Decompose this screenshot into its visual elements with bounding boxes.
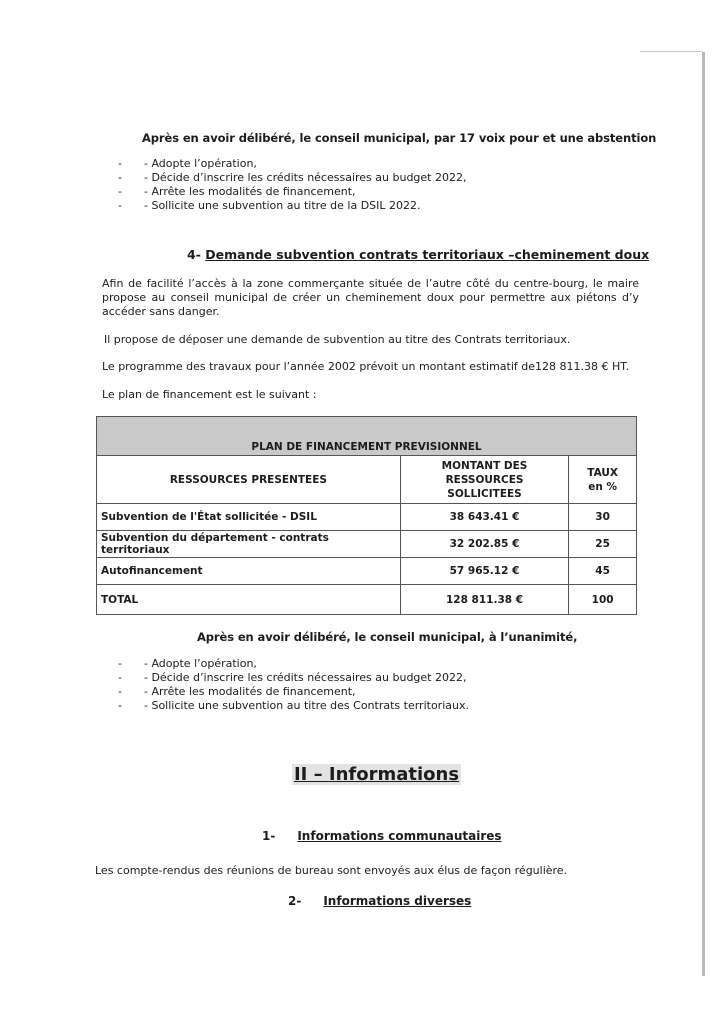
list-item: - - Décide d’inscrire les crédits nécessaires au budget 2022, — [118, 171, 467, 184]
row-label: Autofinancement — [97, 558, 401, 585]
deliberation-list-2 — [118, 657, 469, 713]
deliberation-vote-2: Après en avoir délibéré, le conseil municipal, à l’unanimité, — [197, 630, 578, 644]
row-amount: 57 965.12 € — [400, 558, 568, 585]
list-item: - - Sollicite une subvention au titre de la DSIL 2022. — [118, 199, 421, 212]
table-row-total — [97, 585, 637, 615]
list-item: - - Décide d’inscrire les crédits nécessaires au budget 2022, — [118, 671, 467, 684]
list-item: - - Adopte l’opération, — [118, 657, 257, 670]
list-item: - - Adopte l’opération, — [118, 157, 257, 170]
deliberation-list-1 — [118, 157, 466, 213]
section-4-paragraph-3: Le programme des travaux pour l’année 2002 prévoit un montant estimatif de128 811.38 € HT. — [102, 360, 630, 373]
list-item: - - Sollicite une subvention au titre des Contrats territoriaux. — [118, 699, 469, 712]
informations-heading: II – Informations — [293, 764, 460, 785]
column-header-resources: RESSOURCES PRESENTEES — [97, 456, 401, 504]
row-label: Subvention du département - contrats territoriaux — [97, 531, 401, 558]
section-4-heading — [187, 247, 649, 262]
row-amount: 32 202.85 € — [400, 531, 568, 558]
subsection-2-heading: 2- Informations diverses — [288, 894, 472, 908]
row-label: TOTAL — [97, 585, 401, 615]
section-4-title: Demande subvention contrats territoriaux –cheminement doux — [205, 247, 650, 262]
table-row — [97, 504, 637, 531]
list-item: - - Arrête les modalités de financement, — [118, 185, 356, 198]
row-rate: 30 — [569, 504, 637, 531]
row-amount: 128 811.38 € — [400, 585, 568, 615]
financing-table — [96, 416, 637, 615]
section-4-number: 4- — [187, 247, 201, 262]
subsection-1-text: Les compte-rendus des réunions de bureau sont envoyés aux élus de façon régulière. — [95, 864, 568, 877]
list-item: - - Arrête les modalités de financement, — [118, 685, 356, 698]
deliberation-vote-1: Après en avoir délibéré, le conseil municipal, par 17 voix pour et une abstention — [142, 131, 657, 145]
subsection-1-heading: 1- Informations communautaires — [262, 829, 502, 843]
row-amount: 38 643.41 € — [400, 504, 568, 531]
row-rate: 25 — [569, 531, 637, 558]
section-4-paragraph-2: Il propose de déposer une demande de subvention au titre des Contrats territoriaux. — [104, 333, 571, 346]
table-row — [97, 531, 637, 558]
row-label: Subvention de l'État sollicitée - DSIL — [97, 504, 401, 531]
row-rate: 45 — [569, 558, 637, 585]
scan-page-edge-right — [702, 52, 705, 976]
table-title: PLAN DE FINANCEMENT PREVISIONNEL — [97, 417, 637, 456]
section-4-paragraph-4: Le plan de financement est le suivant : — [102, 388, 317, 401]
column-header-rate: TAUX en % — [569, 456, 637, 504]
scan-page-edge-top — [640, 51, 702, 52]
table-row — [97, 558, 637, 585]
section-4-paragraph-1: Afin de facilité l’accès à la zone commerçante située de l’autre côté du centre-bourg, le maire propose au conseil municipal de créer un cheminement doux pour permettre aux piétons d’y accéder sans danger. — [102, 277, 639, 318]
column-header-amount: MONTANT DES RESSOURCES SOLLICITEES — [400, 456, 568, 504]
row-rate: 100 — [569, 585, 637, 615]
